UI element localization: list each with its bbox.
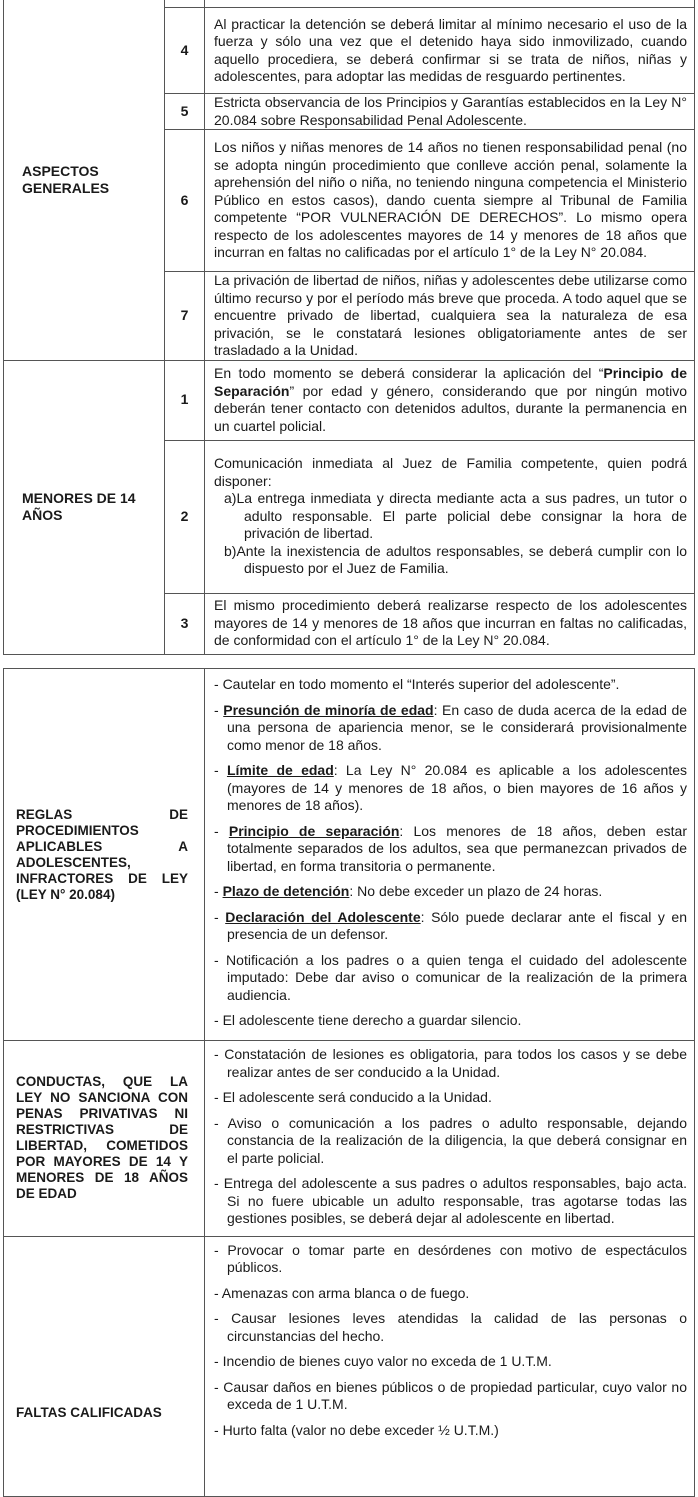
row-text: En todo momento se deberá considerar la aplicación del “Principio de Separación” por edad y género, considerando que por ningún motivo deberán tener contacto con detenidos adultos, durante la permanencia en un cuartel policial. xyxy=(205,360,695,440)
item-text: El adolescente tiene derecho a guardar silencio. xyxy=(222,1012,522,1029)
dash-bullet: - xyxy=(214,1241,219,1258)
rules-list xyxy=(214,676,687,1030)
table-row xyxy=(4,360,695,440)
dash-bullet: - xyxy=(214,1175,219,1191)
item-text: Causar lesiones leves atendidas la calidad de las personas o circunstancias del hecho. xyxy=(227,1310,688,1344)
row-text: Al practicar la detención se deberá limitar al mínimo necesario el uso de la fuerza y sólo una vez que el detenido haya sido inmovilizado, cuando aquello procediera, se deberá confirmar si se trata de niños, niñas y adolescentes, para adoptar las medidas de resguardo pertinentes. xyxy=(205,8,695,94)
list-item xyxy=(214,1089,687,1107)
bold-term: Principio de Separación xyxy=(214,365,688,399)
item-text: : En caso de duda acerca de la edad de una persona de apariencia menor, se le considerará provisionalmente como menor de 18 años. xyxy=(227,701,688,753)
list-item xyxy=(214,702,687,755)
conduct-list xyxy=(214,1046,687,1228)
row-text: Los niños y niñas menores de 14 años no tienen responsabilidad penal (no se adopta ningún procedimiento que conlleve acción penal, solamente la aprehensión del niño o niña, no teniendo ninguna competencia el Ministerio Público en estos casos), dando cuenta siempre al Tribunal de Familia competente “POR VULNERACIÓN DE DERECHOS”. Lo mismo opera respecto de los adolescentes mayores de 14 y menores de 18 años que incurran en faltas no calificadas por el artículo 1° de la Ley N° 20.084. xyxy=(205,130,695,272)
dash-bullet: - xyxy=(214,1046,219,1062)
list-item xyxy=(214,1012,687,1030)
item-text: : Sólo puede declarar ante el fiscal y en presencia de un defensor. xyxy=(227,908,688,943)
row-number: 7 xyxy=(165,272,205,361)
dash-bullet: - xyxy=(214,908,219,925)
faltas-list xyxy=(214,1242,687,1440)
item-term: Plazo de detención xyxy=(222,883,350,900)
list-item xyxy=(214,823,687,876)
list-item xyxy=(214,1310,687,1345)
item-term: Presunción de minoría de edad xyxy=(223,701,434,718)
item-term: Declaración del Adolescente xyxy=(225,908,421,925)
dash-bullet: - xyxy=(214,1012,219,1029)
row-number: 1 xyxy=(165,360,205,440)
row-number: 6 xyxy=(165,130,205,272)
list-item xyxy=(214,676,687,694)
item-term: Principio de separación xyxy=(228,822,400,839)
list-item xyxy=(214,952,687,1005)
item-text: Amenazas con arma blanca o de fuego. xyxy=(221,1284,470,1301)
row-number: 3 xyxy=(165,593,205,654)
item-text: Provocar o tomar parte en desórdenes con motivo de espectáculos públicos. xyxy=(227,1241,688,1275)
dash-bullet: - xyxy=(214,822,219,839)
item-text: Causar daños en bienes públicos o de propiedad particular, cuyo valor no exceda de 1 U.T.M. xyxy=(223,1378,688,1412)
item-text: Notificación a los padres o a quien tenga el cuidado del adolescente imputado: Debe dar aviso o comunicar de la realización de la primera audiencia. xyxy=(226,951,687,1003)
item-text: : Los menores de 18 años, deben estar totalmente separados de los adultos, sea que permanezcan privados de libertad, en forma transitoria o permanente. xyxy=(227,822,688,874)
list-item xyxy=(214,1285,687,1303)
dash-bullet: - xyxy=(214,1421,219,1438)
dash-bullet: - xyxy=(214,1310,219,1326)
list-item xyxy=(214,1115,687,1168)
row-text: La privación de libertad de niños, niñas y adolescentes debe utilizarse como último recurso y por el período más breve que proceda. A todo aquel que se encuentre privado de libertad, cualquiera sea la naturaleza de esa privación, se le constatará lesiones obligatoriamente antes de ser trasladado a la Unidad. xyxy=(205,272,695,361)
section-label-menores-14: MENORES DE 14 AÑOS xyxy=(4,360,165,654)
item-text: Aviso o comunicación a los padres o adulto responsable, dejando constancia de la realización de la diligencia, la que deberá consignar en el parte policial. xyxy=(227,1114,687,1166)
section-label-aspectos-generales: ASPECTOS GENERALES xyxy=(4,0,165,360)
table-row-continued xyxy=(4,0,695,8)
item-text: : La Ley N° 20.084 es aplicable a los adolescentes (mayores de 14 y menores de 18 años, o bien mayores de 16 años y menores de 18 años). xyxy=(227,762,687,814)
dash-bullet: - xyxy=(214,883,219,900)
dash-bullet: - xyxy=(214,1353,219,1369)
procedures-table-1 xyxy=(3,0,695,655)
dash-bullet: - xyxy=(214,1378,219,1395)
item-text: Incendio de bienes cuyo valor no exceda de 1 U.T.M. xyxy=(222,1353,552,1369)
sub-item: a)La entrega inmediata y directa mediante acta a sus padres, un tutor o adulto responsable. El parte policial debe consignar la hora de privación de libertad. xyxy=(224,490,687,542)
table-row xyxy=(4,1236,695,1496)
section-label-faltas: FALTAS CALIFICADAS xyxy=(4,1236,205,1496)
dash-bullet: - xyxy=(214,1089,219,1105)
list-item xyxy=(214,1422,687,1440)
row-number: 4 xyxy=(165,8,205,94)
row-text: Comunicación inmediata al Juez de Familia competente, quien podrá disponer: a)La entrega inmediata y directa mediante acta a sus padres, un tutor o adulto responsable. El parte policial debe consignar la hora de privación de libertad. b)Ante la inexistencia de adultos responsables, se deberá cumplir con lo dispuesto por el Juez de Familia. xyxy=(205,440,695,593)
item-text: Constatación de lesiones es obligatoria, para todos los casos y se debe realizar antes de ser conducido a la Unidad. xyxy=(224,1046,687,1080)
section-label-conductas: CONDUCTAS, QUE LA LEY NO SANCIONA CON PENAS PRIVATIVAS NI RESTRICTIVAS DE LIBERTAD, COMETIDOS POR MAYORES DE 14 Y MENORES DE 18 AÑOS DE EDAD xyxy=(4,1041,205,1237)
row-number: 2 xyxy=(165,440,205,593)
dash-bullet: - xyxy=(214,1284,219,1301)
table-row xyxy=(4,669,695,1041)
dash-bullet: - xyxy=(214,951,219,968)
sub-item: b)Ante la inexistencia de adultos responsables, se deberá cumplir con lo dispuesto por el Juez de Familia. xyxy=(224,542,687,577)
dash-bullet: - xyxy=(214,1114,219,1131)
item-text: Entrega del adolescente a sus padres o adultos responsables, bajo acta. Si no fuere ubicable un adulto responsable, tras agotarse todas las gestiones posibles, se deberá dejar al adolescente en libertad. xyxy=(223,1175,687,1226)
dash-bullet: - xyxy=(214,762,219,779)
list-item xyxy=(214,883,687,901)
item-text: : No debe exceder un plazo de 24 horas. xyxy=(349,883,603,900)
list-item xyxy=(214,1353,687,1371)
list-item xyxy=(214,1175,687,1228)
item-term: Límite de edad xyxy=(226,762,334,779)
procedures-table-2 xyxy=(3,668,695,1497)
dash-bullet: - xyxy=(214,676,219,693)
item-text: El adolescente será conducido a la Unidad. xyxy=(222,1089,492,1105)
list-item xyxy=(214,762,687,815)
row-text: El mismo procedimiento deberá realizarse respecto de los adolescentes mayores de 14 y menores de 18 años que incurran en faltas no calificadas, de conformidad con el artículo 1° de la Ley N° 20.084. xyxy=(205,593,695,654)
table-row xyxy=(4,1041,695,1237)
list-item xyxy=(214,909,687,944)
dash-bullet: - xyxy=(214,701,219,718)
list-item xyxy=(214,1379,687,1414)
section-label-reglas: REGLAS DE PROCEDIMIENTOS APLICABLES A ADOLESCENTES, INFRACTORES DE LEY (LEY N° 20.084) xyxy=(4,669,205,1041)
list-item xyxy=(214,1046,687,1081)
item-text: Hurto falta (valor no debe exceder ½ U.T.M.) xyxy=(222,1421,499,1438)
row-text: Estricta observancia de los Principios y Garantías establecidos en la Ley N° 20.084 sobre Responsabilidad Penal Adolescente. xyxy=(205,94,695,130)
item-text: Cautelar en todo momento el “Interés superior del adolescente”. xyxy=(222,676,620,693)
list-item xyxy=(214,1242,687,1277)
row-number: 5 xyxy=(165,94,205,130)
